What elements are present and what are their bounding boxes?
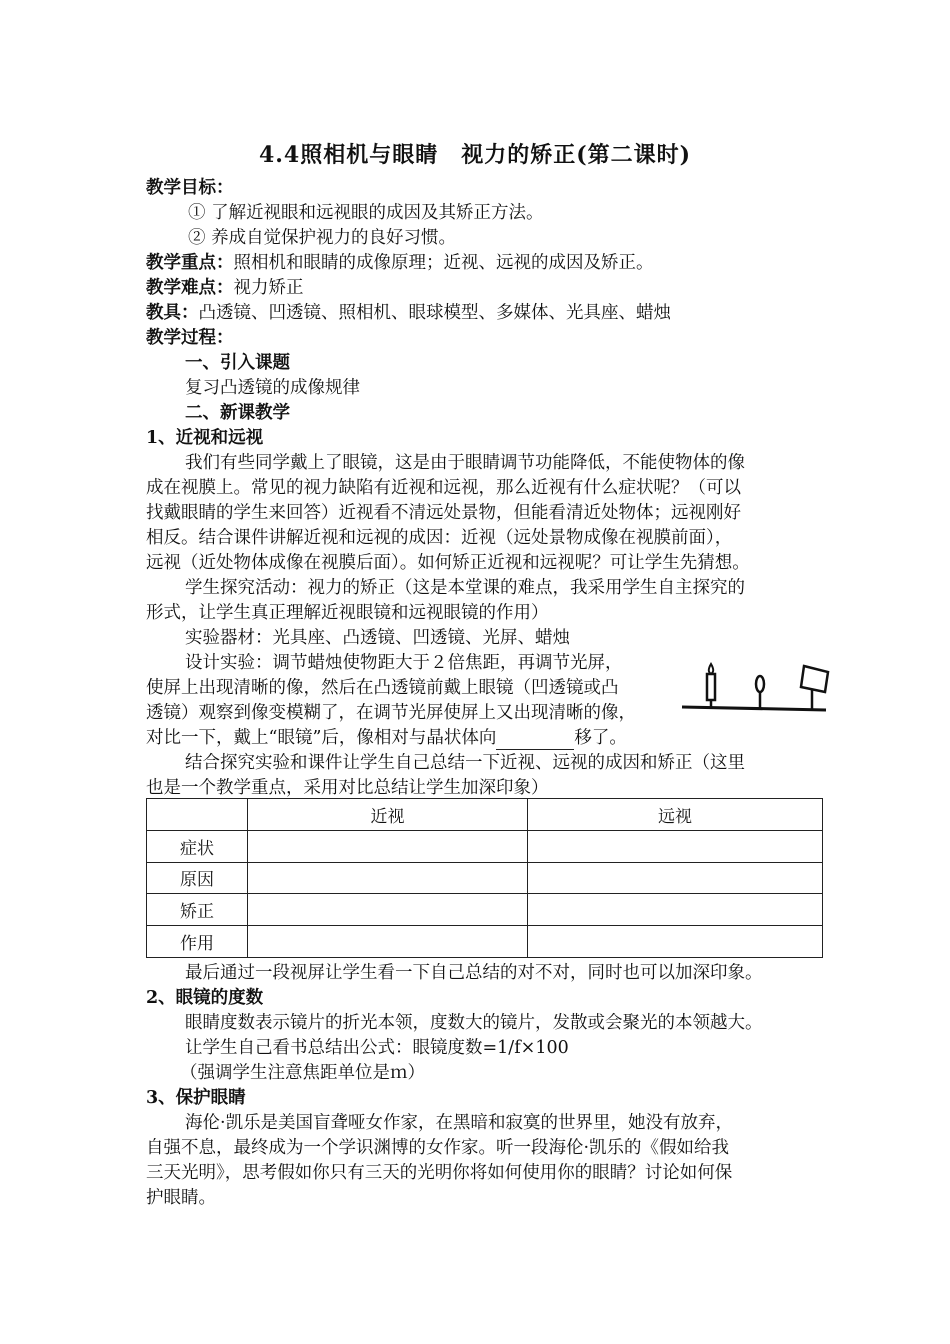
table-header-cell: 远视 [528, 799, 823, 831]
table-cell-empty[interactable] [248, 830, 528, 862]
convex-lens-icon [756, 676, 764, 709]
paragraph-line: 形式，让学生真正理解近视眼镜和远视眼镜的作用） [146, 603, 549, 623]
tools-label: 教具： [146, 303, 199, 323]
bench-rail [682, 707, 826, 710]
paragraph-line: 远视（近处物体成像在视膜后面）。如何矫正近视和远视呢？可让学生先猜想。 [146, 553, 750, 573]
key-points-label: 教学重点： [146, 253, 234, 273]
table-header-row [147, 799, 823, 831]
page-title: 4.4照相机与眼睛 视力的矫正(第二课时) [258, 142, 692, 168]
difficulty [146, 276, 304, 300]
paragraph-line: 学生探究活动：视力的矫正（这是本堂课的难点，我采用学生自主探究的 [185, 578, 745, 598]
table-row [147, 862, 823, 894]
paragraph-line: 海伦·凯乐是美国盲聋哑女作家，在黑暗和寂寞的世界里，她没有放弃， [185, 1113, 734, 1133]
tools [146, 301, 671, 325]
objectives-heading: 教学目标： [146, 178, 234, 198]
table-cell-empty[interactable] [528, 926, 823, 958]
section1-heading: 1、近视和远视 [146, 428, 264, 448]
table-header-cell [147, 799, 248, 831]
formula-line: 让学生自己看书总结出公式：眼镜度数=1/f×100 [185, 1038, 569, 1058]
paragraph-line: 眼睛度数表示镜片的折光本领，度数大的镜片，发散或会聚光的本领越大。 [185, 1013, 763, 1033]
key-points [146, 251, 654, 275]
table-cell-empty[interactable] [248, 862, 528, 894]
paragraph-line: 使屏上出现清晰的像，然后在凸透镜前戴上眼镜（凹透镜或凸 [146, 678, 619, 698]
section2-heading: 2、眼镜的度数 [146, 988, 264, 1008]
paragraph-line: 结合探究实验和课件让学生自己总结一下近视、远视的成因和矫正（这里 [185, 753, 745, 773]
objective-item: ② 养成自觉保护视力的良好习惯。 [188, 228, 457, 248]
key-points-text: 照相机和眼睛的成像原理；近视、远视的成因及矫正。 [233, 253, 654, 273]
screen-icon [801, 666, 828, 710]
answer-blank[interactable] [496, 731, 574, 750]
table-cell-empty[interactable] [248, 926, 528, 958]
note-line: （强调学生注意焦距单位是ｍ） [180, 1063, 425, 1083]
row-label: 矫正 [147, 894, 248, 926]
difficulty-text: 视力矫正 [233, 278, 304, 298]
comparison-table [146, 798, 823, 958]
table-cell-empty[interactable] [248, 894, 528, 926]
row-label: 原因 [147, 862, 248, 894]
paragraph-line: 透镜）观察到像变模糊了，在调节光屏使屏上又出现清晰的像， [146, 703, 636, 723]
optical-bench-diagram [680, 652, 830, 716]
table-cell-empty[interactable] [528, 830, 823, 862]
paragraph-line: 设计实验：调节蜡烛使物距大于２倍焦距，再调节光屏， [185, 653, 623, 673]
difficulty-label: 教学难点： [146, 278, 234, 298]
paragraph-line: 找戴眼睛的学生来回答）近视看不清远处景物，但能看清近处物体；远视刚好 [146, 503, 741, 523]
paragraph-line: 三天光明》，思考假如你只有三天的光明你将如何使用你的眼睛？讨论如何保 [146, 1163, 733, 1183]
table-row [147, 894, 823, 926]
row-label: 作用 [147, 926, 248, 958]
paragraph-line: 最后通过一段视屏让学生看一下自己总结的对不对，同时也可以加深印象。 [185, 963, 763, 983]
paragraph-line: 自强不息，最终成为一个学识渊博的女作家。听一段海伦·凯乐的《假如给我 [146, 1138, 730, 1158]
fill-blank-tail: 移了。 [574, 728, 627, 748]
materials-line: 实验器材：光具座、凸透镜、凹透镜、光屏、蜡烛 [185, 628, 570, 648]
paragraph-line: 也是一个教学重点，采用对比总结让学生加深印象） [146, 778, 549, 798]
part2-heading: 二、新课教学 [185, 403, 290, 423]
table-header-cell: 近视 [248, 799, 528, 831]
paragraph-line: 我们有些同学戴上了眼镜，这是由于眼睛调节功能降低，不能使物体的像 [185, 453, 745, 473]
candle-icon [707, 664, 715, 708]
table-cell-empty[interactable] [528, 894, 823, 926]
part1-heading: 一、引入课题 [185, 353, 290, 373]
fill-blank-text: 对比一下，戴上“眼镜”后，像相对与晶状体向 [146, 728, 497, 748]
section3-heading: 3、保护眼睛 [146, 1088, 246, 1108]
row-label: 症状 [147, 830, 248, 862]
objective-item: ① 了解近视眼和远视眼的成因及其矫正方法。 [188, 203, 544, 223]
tools-text: 凸透镜、凹透镜、照相机、眼球模型、多媒体、光具座、蜡烛 [198, 303, 671, 323]
paragraph-line: 相反。结合课件讲解近视和远视的成因：近视（远处景物成像在视膜前面）， [146, 528, 733, 548]
table-row [147, 830, 823, 862]
table-cell-empty[interactable] [528, 862, 823, 894]
paragraph-line: 护眼睛。 [146, 1188, 216, 1208]
fill-blank-line [146, 726, 627, 750]
part1-text: 复习凸透镜的成像规律 [185, 378, 360, 398]
process-heading: 教学过程： [146, 328, 234, 348]
table-row [147, 926, 823, 958]
paragraph-line: 成在视膜上。常见的视力缺陷有近视和远视，那么近视有什么症状呢？（可以 [146, 478, 741, 498]
